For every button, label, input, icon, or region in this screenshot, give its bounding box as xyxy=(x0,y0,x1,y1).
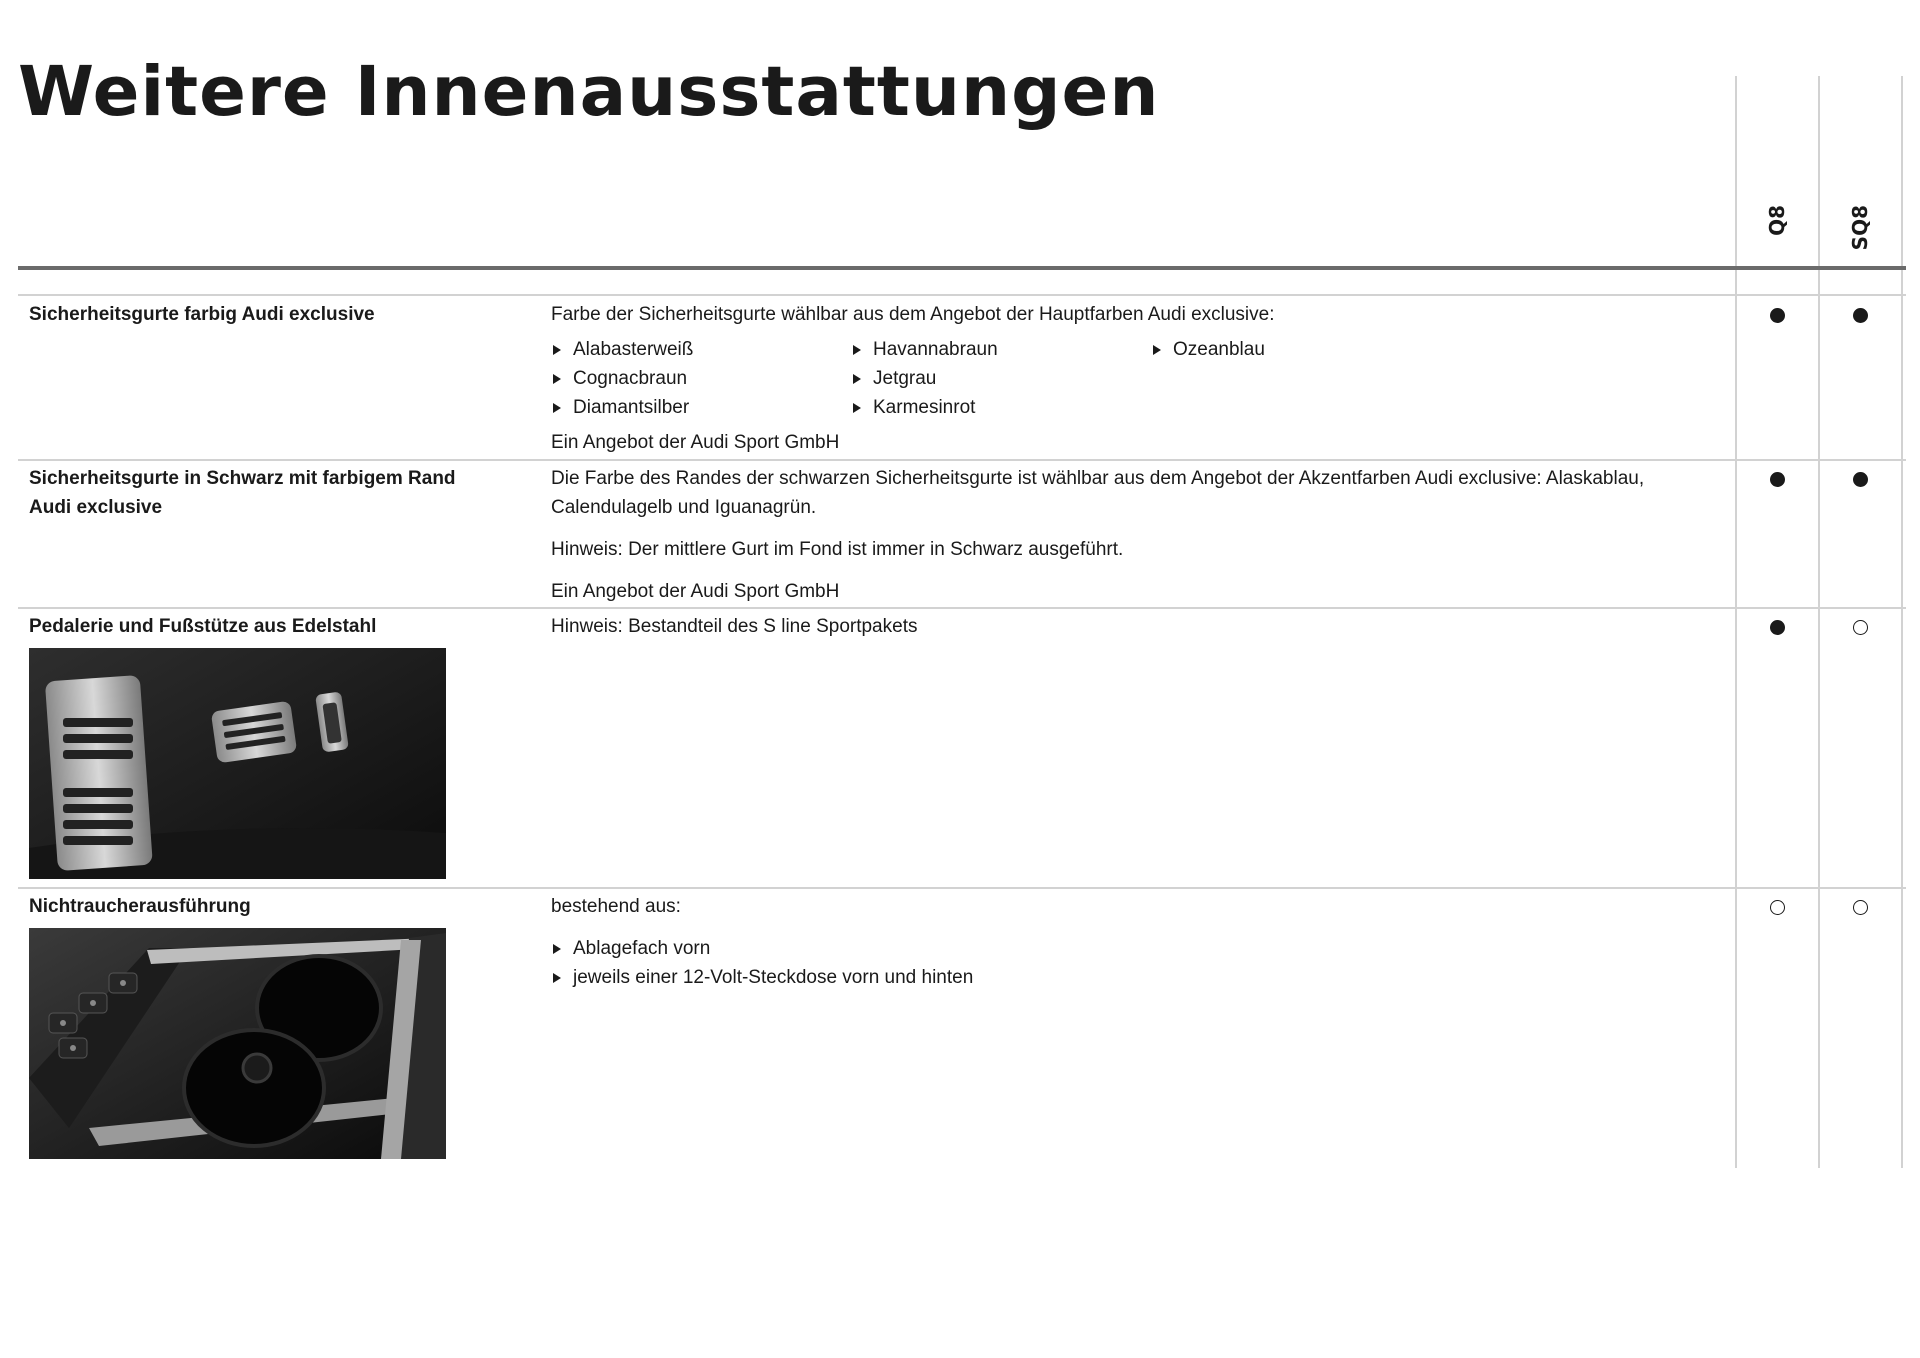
list-item: Diamantsilber xyxy=(551,393,851,422)
list-item: Alabasterweiß xyxy=(551,335,851,364)
stainless-pedals-photo xyxy=(29,648,446,879)
feature-description xyxy=(551,612,1721,641)
row-divider xyxy=(18,607,1906,609)
bullet-triangle-icon xyxy=(553,345,561,355)
list-item: Havannabraun xyxy=(851,335,1151,364)
list-item: Jetgrau xyxy=(851,364,1151,393)
description-intro: Farbe der Sicherheitsgurte wählbar aus dem Angebot der Hauptfarben Audi exclusive: xyxy=(551,304,1275,325)
bullet-triangle-icon xyxy=(853,345,861,355)
availability-sq8-icon xyxy=(1853,308,1868,323)
row-divider xyxy=(18,294,1906,296)
header-rule xyxy=(18,266,1906,270)
availability-sq8-icon xyxy=(1853,472,1868,487)
availability-sq8-icon xyxy=(1853,900,1868,915)
bullet-triangle-icon xyxy=(853,403,861,413)
description-hint: Hinweis: Der mittlere Gurt im Fond ist immer in Schwarz ausgeführt. xyxy=(551,539,1124,560)
bullet-triangle-icon xyxy=(553,973,561,983)
column-divider xyxy=(1901,76,1903,1168)
column-header-q8: Q8 xyxy=(1765,205,1789,236)
availability-sq8-icon xyxy=(1853,620,1868,635)
description-text: Die Farbe des Randes der schwarzen Sicherheitsgurte ist wählbar aus dem Angebot der Akzentfarben Audi exclusive: Alaskablau, Calendulagelb und Iguanagrün. xyxy=(551,468,1645,518)
bullet-triangle-icon xyxy=(853,374,861,384)
feature-name: Nichtraucherausführung xyxy=(29,896,251,917)
description-note: Ein Angebot der Audi Sport GmbH xyxy=(551,581,840,602)
list-item: Ablagefach vorn xyxy=(551,934,1451,963)
description-note: Ein Angebot der Audi Sport GmbH xyxy=(551,432,840,453)
column-divider xyxy=(1818,76,1820,1168)
row-divider xyxy=(18,459,1906,461)
feature-name: Sicherheitsgurte farbig Audi exclusive xyxy=(29,304,375,325)
bullet-triangle-icon xyxy=(553,374,561,384)
row-divider xyxy=(18,887,1906,889)
center-console-photo xyxy=(29,928,446,1159)
description-intro: bestehend aus: xyxy=(551,896,681,917)
column-divider xyxy=(1735,76,1737,1168)
availability-q8-icon xyxy=(1770,900,1785,915)
component-list xyxy=(551,934,1451,992)
list-item: Karmesinrot xyxy=(851,393,1151,422)
feature-name: Pedalerie und Fußstütze aus Edelstahl xyxy=(29,616,377,637)
list-item: Cognacbraun xyxy=(551,364,851,393)
list-item: jeweils einer 12-Volt-Steckdose vorn und hinten xyxy=(551,963,1451,992)
color-list xyxy=(551,335,1451,422)
feature-description xyxy=(551,892,1721,998)
bullet-triangle-icon xyxy=(1153,345,1161,355)
availability-q8-icon xyxy=(1770,620,1785,635)
feature-description xyxy=(551,464,1721,606)
feature-name: Sicherheitsgurte in Schwarz mit farbigem Rand Audi exclusive xyxy=(29,468,456,518)
feature-description xyxy=(551,300,1721,457)
list-item: Ozeanblau xyxy=(1151,335,1451,364)
page-title: Weitere Innenausstattungen xyxy=(18,52,1160,132)
column-header-sq8: SQ8 xyxy=(1848,205,1872,251)
bullet-triangle-icon xyxy=(553,944,561,954)
availability-q8-icon xyxy=(1770,472,1785,487)
availability-q8-icon xyxy=(1770,308,1785,323)
description-hint: Hinweis: Bestandteil des S line Sportpakets xyxy=(551,616,918,637)
bullet-triangle-icon xyxy=(553,403,561,413)
